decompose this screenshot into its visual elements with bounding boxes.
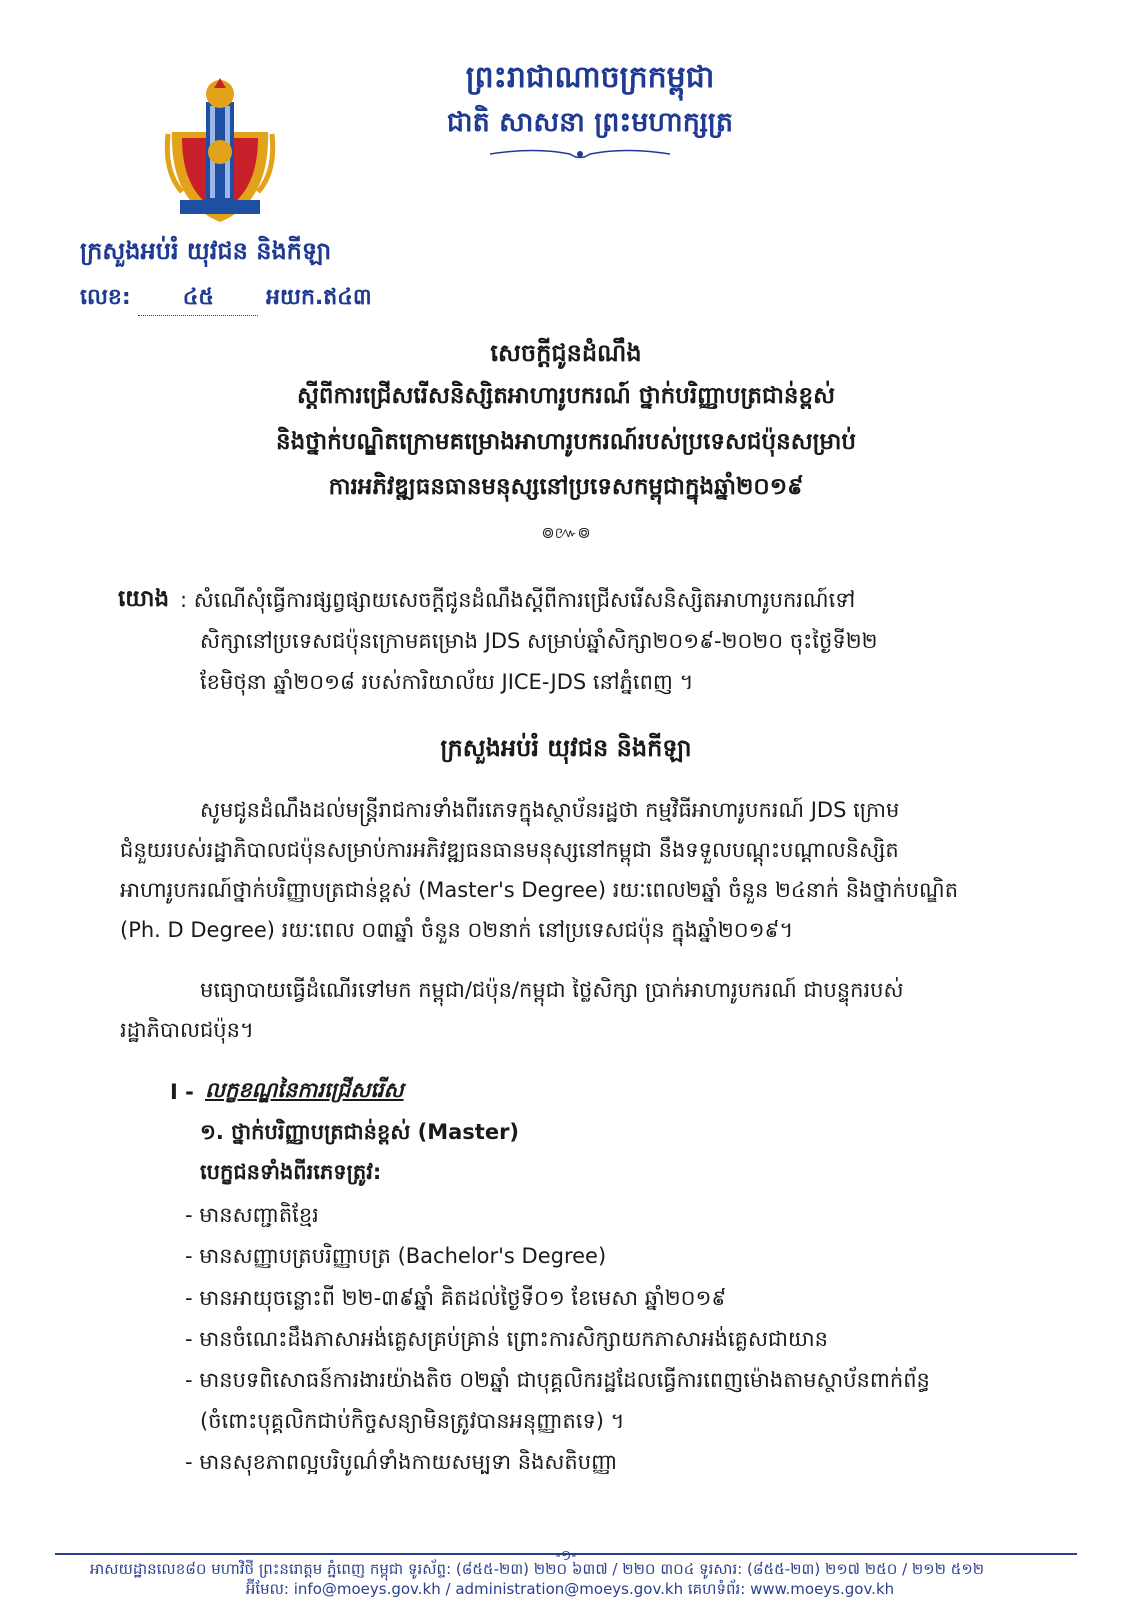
title-divider: ៙៚៙ bbox=[541, 523, 591, 542]
paragraph-1-line-1: សូមជូនដំណឹងដល់មន្ត្រីរាជការទាំងពីរភេទក្នុងស្ថាប័នរដ្ឋថា កម្មវិធីអាហារូបករណ៍ JDS ក្រោម bbox=[200, 798, 900, 822]
ref-number: ៤៥ bbox=[138, 283, 258, 316]
footer-rule bbox=[55, 1553, 1077, 1555]
ministry-emblem-icon bbox=[160, 72, 280, 232]
footer-contact: អ៊ីមែល: info@moeys.gov.kh / administration@moeys.gov.kh គេហទំព័រ: www.moeys.gov.kh bbox=[245, 1580, 895, 1598]
subsection-1-title: ១. ថ្នាក់បរិញ្ញាបត្រជាន់ខ្ពស់ (Master) bbox=[200, 1120, 520, 1144]
document-subtitle-2: និងថ្នាក់បណ្ឌិតក្រោមគម្រោងអាហារូបករណ៍របស់ប្រទេសជប៉ុនសម្រាប់ bbox=[276, 429, 856, 455]
criteria-item: - មានសញ្ញាបត្របរិញ្ញាបត្រ (Bachelor's Degree) bbox=[185, 1244, 607, 1268]
ornament-divider-icon bbox=[490, 145, 670, 163]
document-subtitle-1: ស្ដីពីការជ្រើសរើសនិស្សិតអាហារូបករណ៍ ថ្នាក់បរិញ្ញាបត្រជាន់ខ្ពស់ bbox=[297, 383, 835, 409]
reference-label: យោង bbox=[118, 586, 170, 612]
reference-line-1: : សំណើសុំធ្វើការផ្សព្វផ្សាយសេចក្ដីជូនដំណឹងស្ដីពីការជ្រើសរើសនិស្សិតអាហារូបករណ៍ទៅ bbox=[180, 588, 856, 612]
paragraph-1-line-3: អាហារូបករណ៍ថ្នាក់បរិញ្ញាបត្រជាន់ខ្ពស់ (Master's Degree) រយៈពេល២ឆ្នាំ ចំនួន ២៤នាក់ និងថ្នាក់បណ្ឌិត bbox=[120, 878, 959, 902]
paragraph-1-line-2: ជំនួយរបស់រដ្ឋាភិបាលជប៉ុនសម្រាប់ការអភិវឌ្ឍធនធានមនុស្សនៅកម្ពុជា នឹងទទួលបណ្ដុះបណ្ដាលនិស្សិត bbox=[120, 838, 899, 862]
document-title: សេចក្ដីជូនដំណឹង bbox=[490, 339, 642, 367]
criteria-item-continuation: (ចំពោះបុគ្គលិកជាប់កិច្ចសន្យាមិនត្រូវបានអនុញ្ញាតទេ) ។ bbox=[200, 1409, 625, 1433]
national-motto: ជាតិ សាសនា ព្រះមហាក្សត្រ bbox=[446, 107, 734, 138]
reference-line-3: ខែមិថុនា ឆ្នាំ២០១៨ របស់ការិយាល័យ JICE-JDS នៅភ្នំពេញ ។ bbox=[200, 670, 694, 694]
criteria-item: - មានបទពិសោធន៍ការងារយ៉ាងតិច ០២ឆ្នាំ ជាបុគ្គលិករដ្ឋដែលធ្វើការពេញម៉ោងតាមស្ថាប័នពាក់ព័ន្ធ bbox=[185, 1368, 930, 1392]
paragraph-2-line-1: មធ្យោបាយធ្វើដំណើរទៅមក កម្ពុជា/ជប៉ុន/កម្ពុជា ថ្លៃសិក្សា ប្រាក់អាហារូបករណ៍ ជាបន្ទុករបស់ bbox=[200, 978, 904, 1002]
footer-address: អាសយដ្ឋានលេខ៨០ មហាវិថី ព្រះនរោត្តម ភ្នំពេញ កម្ពុជា ទូរស័ព្ទ: (៨៥៥-២៣) ២២០ ៦៣៧ / ២២០ ៣០៤ ទូរសារ: (៨៥៥-២៣) ២១៧ ២៥០ / ២១២ ៥១២ bbox=[90, 1560, 985, 1578]
kingdom-title: ព្រះរាជាណាចក្រកម្ពុជា bbox=[465, 60, 715, 95]
page-number: -១- bbox=[516, 1546, 616, 1567]
criteria-item: - មានសញ្ជាតិខ្មែរ bbox=[185, 1203, 319, 1227]
document-subtitle-3: ការអភិវឌ្ឍធនធានមនុស្សនៅប្រទេសកម្ពុជាក្នុងឆ្នាំ២០១៩ bbox=[328, 474, 804, 500]
section-number: I - bbox=[170, 1080, 194, 1104]
criteria-item: - មានចំណេះដឹងភាសាអង់គ្លេសគ្រប់គ្រាន់ ព្រោះការសិក្សាយកភាសាអង់គ្លេសជាយាន bbox=[185, 1327, 828, 1351]
subsection-1-intro: បេក្ខជនទាំងពីរភេទត្រូវ: bbox=[200, 1160, 382, 1184]
ministry-heading: ក្រសួងអប់រំ យុវជន និងកីឡា bbox=[440, 734, 692, 762]
criteria-item: - មានអាយុចន្លោះពី ២២-៣៩ឆ្នាំ គិតដល់ថ្ងៃទី០១ ខែមេសា ឆ្នាំ២០១៩ bbox=[185, 1286, 727, 1310]
criteria-item: - មានសុខភាពល្អបរិបូណ៌ទាំងកាយសម្បទា និងសតិបញ្ញា bbox=[185, 1450, 618, 1474]
reference-number bbox=[80, 283, 372, 316]
ref-suffix: អយក.ឥ៤៣ bbox=[266, 285, 372, 310]
paragraph-2-line-2: រដ្ឋាភិបាលជប៉ុន។ bbox=[120, 1018, 254, 1042]
reference-line-2: សិក្សានៅប្រទេសជប៉ុនក្រោមគម្រោង JDS សម្រាប់ឆ្នាំសិក្សា២០១៩-២០២០ ចុះថ្ងៃទី២២ bbox=[200, 629, 878, 653]
ref-label: លេខ: bbox=[80, 285, 131, 310]
ministry-name: ក្រសួងអប់រំ យុវជន និងកីឡា bbox=[80, 236, 332, 265]
paragraph-1-line-4: (Ph. D Degree) រយៈពេល ០៣ឆ្នាំ ចំនួន ០២នាក់ នៅប្រទេសជប៉ុន ក្នុងឆ្នាំ២០១៩។ bbox=[120, 918, 794, 942]
section-title: លក្ខខណ្ឌនៃការជ្រើសរើស bbox=[205, 1078, 404, 1102]
